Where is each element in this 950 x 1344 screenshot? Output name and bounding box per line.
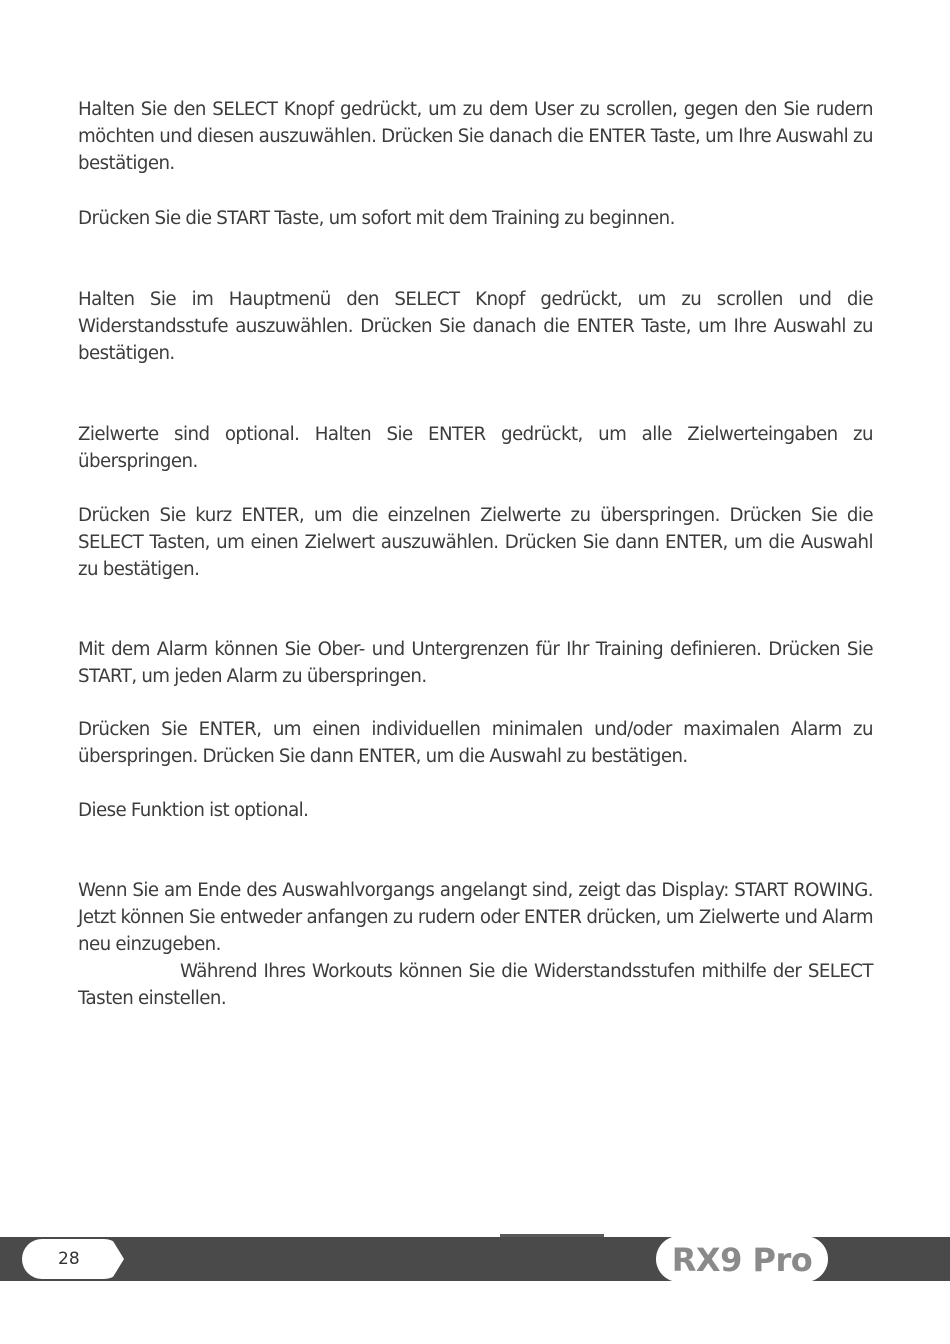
paragraph-resistance-level: Halten Sie im Hauptmenü den SELECT Knopf gedrückt, um zu scrollen und die Widerstandsstufe auszuwählen. Drücken Sie danach die ENTER Taste, um Ihre Auswahl zu bestätigen.	[78, 289, 873, 365]
paragraph-alarm-limits: Mit dem Alarm können Sie Ober- und Untergrenzen für Ihr Training definieren. Drücken Sie START, um jeden Alarm zu überspringen.	[78, 639, 873, 688]
paragraph-select-user: Halten Sie den SELECT Knopf gedrückt, um zu dem User zu scrollen, gegen den Sie rudern möchten und diesen auszuwählen. Drücken Sie danach die ENTER Taste, um Ihre Auswahl zu bestätigen.	[78, 99, 873, 175]
paragraph-start-training: Drücken Sie die START Taste, um sofort mit dem Training zu beginnen.	[78, 208, 675, 229]
paragraph-targets-optional: Zielwerte sind optional. Halten Sie ENTER gedrückt, um alle Zielwerteingaben zu überspringen.	[78, 424, 873, 473]
paragraph-start-rowing: Wenn Sie am Ende des Auswahlvorgangs angelangt sind, zeigt das Display: START ROWING. Jetzt können Sie entweder anfangen zu rudern oder ENTER drücken, um Zielwerte und Alarm neu einzugeben.	[78, 880, 873, 956]
paragraph-skip-targets: Drücken Sie kurz ENTER, um die einzelnen Zielwerte zu überspringen. Drücken Sie die SELECT Tasten, um einen Zielwert auszuwählen. Drücken Sie dann ENTER, um die Auswahl zu bestätigen.	[78, 505, 873, 581]
paragraph-workout-resistance: Während Ihres Workouts können Sie die Widerstandsstufen mithilfe der SELECT Tasten einstellen.	[78, 961, 873, 1010]
paragraph-function-optional: Diese Funktion ist optional.	[78, 800, 309, 821]
brand-logo: RX9 Pro	[671, 1241, 813, 1279]
paragraph-skip-alarm: Drücken Sie ENTER, um einen individuellen minimalen und/oder maximalen Alarm zu überspringen. Drücken Sie dann ENTER, um die Auswahl zu bestätigen.	[78, 719, 873, 768]
page-number: 28	[58, 1249, 80, 1269]
